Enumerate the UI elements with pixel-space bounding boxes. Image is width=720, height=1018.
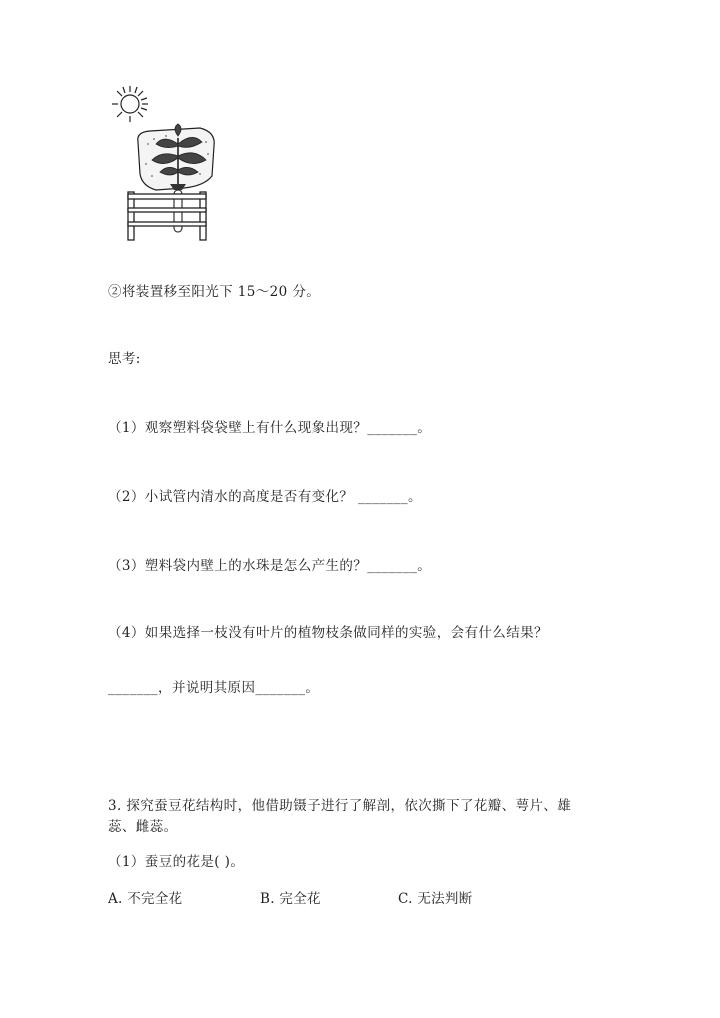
question-4-answer-blanks: _______，并说明其原因_______。 <box>108 680 320 696</box>
question-1: （1）观察塑料袋袋壁上有什么现象出现？_______。 <box>108 420 432 436</box>
problem-3-question-1: （1）蚕豆的花是( )。 <box>108 854 245 870</box>
sun-icon <box>112 86 148 122</box>
thinking-label: 思考: <box>108 351 141 367</box>
test-tube-stand <box>128 192 206 240</box>
step-2-text: ②将装置移至阳光下 15～20 分。 <box>108 284 321 300</box>
question-3: （3）塑料袋内壁上的水珠是怎么产生的？_______。 <box>108 558 432 574</box>
question-4: （4）如果选择一枝没有叶片的植物枝条做同样的实验，会有什么结果？ <box>108 625 548 641</box>
problem-3-stem: 3. 探究蚕豆花结构时，他借助镊子进行了解剖，依次撕下了花瓣、萼片、雄蕊、雌蕊。 <box>108 798 572 835</box>
option-a[interactable]: A. 不完全花 <box>108 891 183 907</box>
question-2: （2）小试管内清水的高度是否有变化？ _______。 <box>108 489 422 505</box>
experiment-illustration <box>108 84 226 244</box>
option-c[interactable]: C. 无法判断 <box>398 891 473 907</box>
option-b[interactable]: B. 完全花 <box>260 891 321 907</box>
